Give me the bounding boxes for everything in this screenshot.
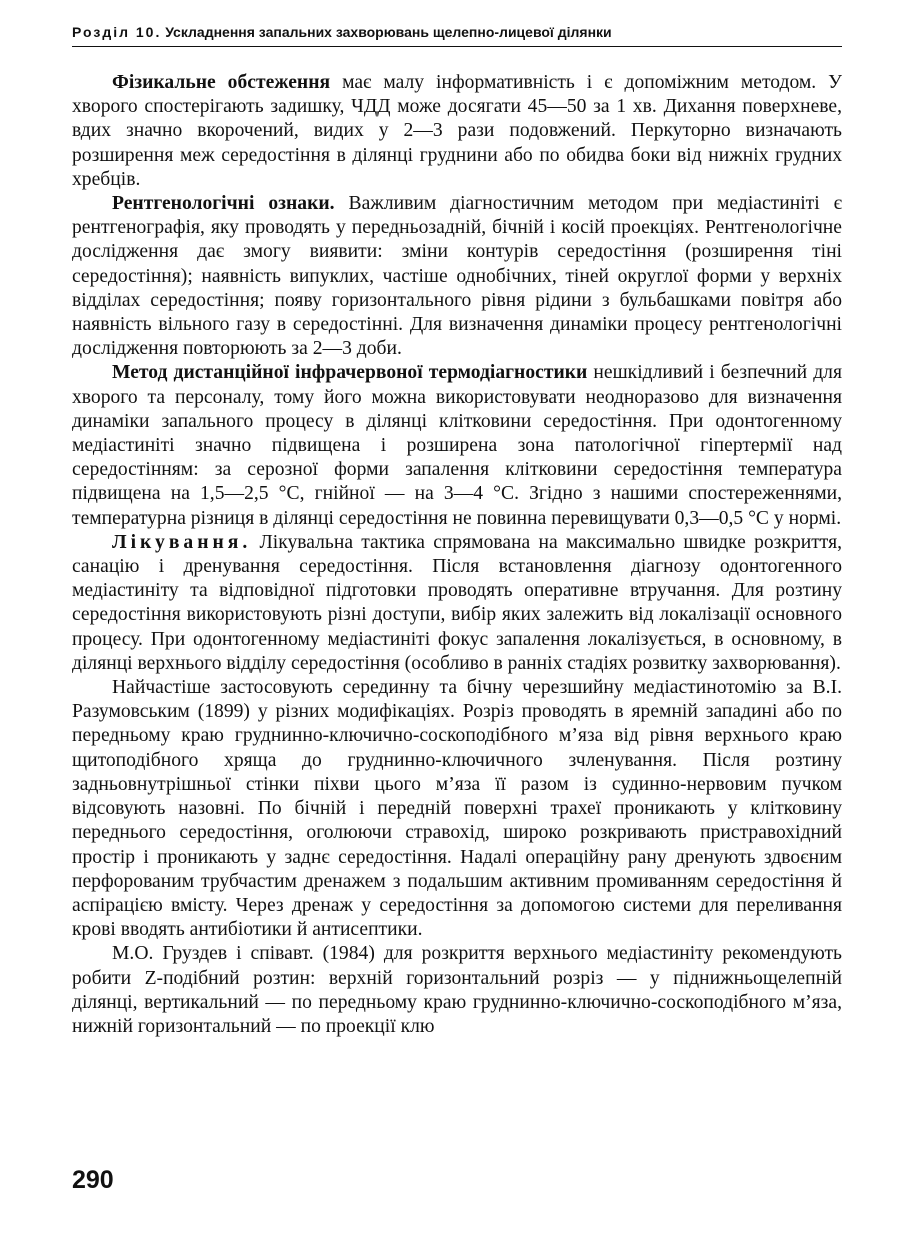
paragraph-text: Важливим діагностичним методом при медіастиніті є рентгенографія, яку проводять у передньозадній, бічній і косій проекціях. Рентгенологічне дослідження дає змогу виявити: зміни контурів середостіння (розширення тіні середостіння); наявність випуклих, частіше однобічних, тіней округлої форми у верхніх відділах середостіння; появу горизонтального рівня рідини з бульбашками повітря або наявність вільного газу в середостінні. Для визначення динаміки процесу рентгенологічні дослідження повторюють за 2—3 доби. [72,193,842,360]
paragraph-text: нешкідливий і безпечний для хворого та персоналу, тому його можна використовувати неодноразово для визначення динаміки запального процесу в ділянці клітковини середостіння. При одонтогенному медіастиніті значно підвищена і розширена зона патологічної гіпертермії над середостінням: за серозної форми запалення клітковини середостіння температура підвищена на 1,5—2,5 °С, гнійної — на 3—4 °С. Згідно з нашими спостереженнями, температурна різниця в ділянці середостіння не повинна перевищувати 0,3—0,5 °С у нормі. [72,362,842,529]
paragraph-thermodiagnostics [72,361,842,530]
section-label: Розділ 10. [72,24,162,40]
paragraph-text: Найчастіше застосовують серединну та бічну черезшийну медіастинотомію за В.І. Разумовським (1899) у різних модифікаціях. Розріз проводять в яремній западині або по передньому краю груднинно-ключично-соскоподібного м’яза від рівня верхнього краю щитоподібного хряща до груднинно-ключичного зчленування. Після розтину задньовнутрішньої стінки піхви цього м’яза її разом із судинно-нервовим пучком відсовують назовні. По бічній і передній поверхні трахеї проникають у клітковину переднього середостіння, оголюючи стравохід, широко розкривають пристравохідний простір і проникають у заднє середостіння. Надалі операційну рану дренують здвоєним перфорованим трубчастим дренажем з подальшим активним промиванням середостіння й аспірацією вмісту. Через дренаж у середостіння за допомогою системи для переливання крові вводять антибіотики й антисептики. [72,677,842,941]
paragraph-text: М.О. Груздев і співавт. (1984) для розкриття верхнього медіастиніту рекомендують робити Z-подібний розтин: верхній горизонтальний розріз — у піднижньощелепній ділянці, вертикальний — по передньому краю груднинно-ключично-соскоподібного м’яза, нижній горизонтальний — по проекції клю [72,943,842,1037]
body-text [72,71,842,1039]
header-rule [72,46,842,47]
paragraph-treatment [72,531,842,676]
paragraph-lead: Лікування. [112,531,252,553]
paragraph-text: Лікувальна тактика спрямована на максимально швидке розкриття, санацію і дренування середостіння. Після встановлення діагнозу одонтогенного медіастиніту та відповідної підготовки проводять оперативне втручання. Для розтину середостіння використовують різні доступи, вибір яких залежить від локалізації основного процесу. При одонтогенному медіастиніті фокус запалення локалізується, в основному, в ділянці верхнього відділу середостіння (особливо в ранніх стадіях розвитку захворювання). [72,531,842,674]
paragraph-mediastinotomy [72,676,842,942]
paragraph-lead: Метод дистанційної інфрачервоної термодіагностики [112,362,588,384]
paragraph-text: має малу інформативність і є допоміжним методом. У хворого спостерігають задишку, ЧДД може досягати 45—50 за 1 хв. Дихання поверхневе, вдих значно вкорочений, видих у 2—3 рази подовжений. Перкуторно визначають розширення меж середостіння в ділянці груднини або по обидва боки від нижніх грудних хребців. [72,72,843,190]
section-title: Ускладнення запальних захворювань щелепно-лицевої ділянки [165,24,612,40]
paragraph-lead: Рентгенологічні ознаки. [112,193,335,215]
paragraph-z-incision [72,942,842,1039]
paragraph-xray [72,192,842,361]
page-number: 290 [72,1166,114,1194]
running-header [72,24,842,40]
paragraph-physical-exam [72,71,842,192]
paragraph-lead: Фізикальне обстеження [112,72,331,93]
